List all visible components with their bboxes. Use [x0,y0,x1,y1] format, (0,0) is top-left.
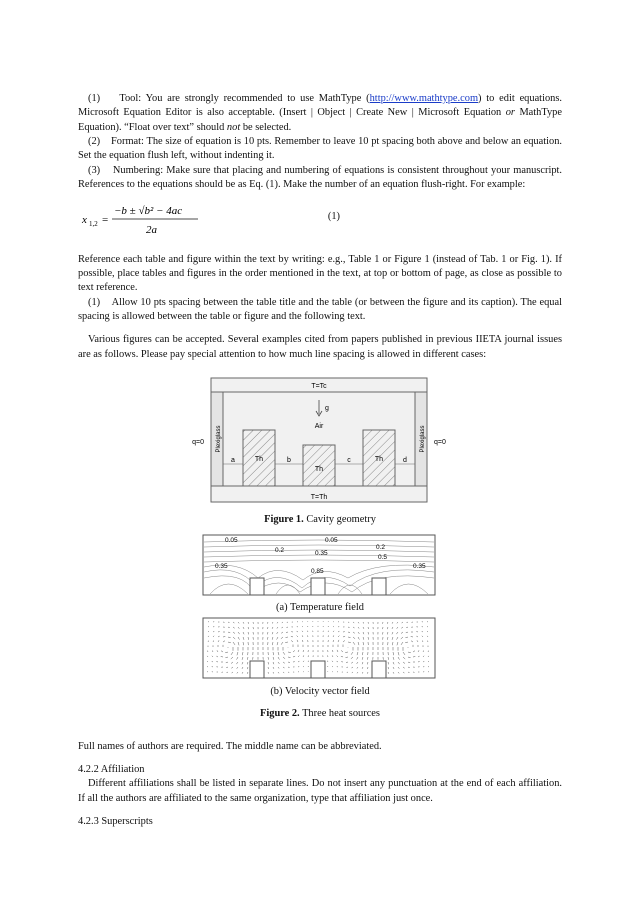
mathtype-link[interactable]: http://www.mathtype.com [369,93,479,104]
isotherm-label: 0.05 [225,536,238,544]
item-text: be selected. [242,121,292,133]
heat-source-1-label: Th [254,456,264,464]
right-boundary-label: q=0 [434,439,446,447]
velocity-source-3 [372,661,386,678]
figure-2a-caption: (a) Temperature field [276,602,364,614]
item-text: MathType Equation). “Float over text” should [78,107,562,133]
item-spacing [78,296,562,325]
heat-source-2-label: Th [314,466,324,474]
item-number: (1) [88,93,101,104]
velocity-vector-plot [78,617,562,679]
isotherm-label: 0.85 [311,567,324,575]
velocity-source-2 [311,661,325,678]
paragraph-authors: Full names of authors are required. The middle name can be abbreviated. [78,740,382,752]
equation-denominator: 2a [146,223,157,236]
item-number: (1) [88,296,101,308]
left-boundary-label: q=0 [192,439,204,447]
equation-lhs: x [82,213,87,226]
cavity-geometry-diagram [78,376,562,504]
equation-number: (1) [327,210,340,222]
temperature-source-1 [250,578,264,595]
gravity-label: g [325,405,329,413]
isotherm-label: 0.35 [215,562,228,570]
heat-source-3-label: Th [374,456,384,464]
paragraph-figures: Various figures can be accepted. Several examples cited from papers published in previous IIETA journal issues are as follows. Please pay special attention to how much line spacing is allowed in different cases: [78,334,562,360]
item-format [78,135,562,164]
gap-a-label: a [231,457,235,465]
bottom-temperature-label: T=Th [310,494,328,502]
isotherm-label: 0.05 [325,536,338,544]
temperature-field-plot [78,534,562,596]
item-text: Tool: You are strongly recommended to use MathType ( [119,93,370,104]
equation-block [78,201,562,241]
item-tool [78,92,562,135]
item-text: ) to edit equations. Microsoft Equation Editor is also acceptable. (Insert | Object | Create New | Microsoft Equation [78,93,562,119]
item-text: Allow 10 pts spacing between the table title and the table (or between the figure and its caption). The equal spacing is allowed between the table or figure and the following text. [78,296,562,322]
isotherm-label: 0.5 [378,553,388,561]
section-heading-affiliation: 4.2.2 Affiliation [78,763,145,775]
gap-d-label: d [403,457,407,465]
equation-formula [78,201,238,241]
left-wall-label: Plexiglass [216,425,222,453]
isotherm-label: 0.35 [315,549,328,557]
figure-2b-caption: (b) Velocity vector field [270,685,370,697]
gap-b-label: b [287,457,291,465]
figure-1-caption [78,513,562,527]
figure-1-caption-text: Cavity geometry [306,514,376,526]
item-text: Format: The size of equation is 10 pts. Remember to leave 10 pt spacing both above and below an equation. Set the equation flush left, without indenting it. [78,136,562,162]
figure-1 [78,376,562,528]
air-label: Air [314,423,324,431]
isotherm-label: 0.35 [413,562,426,570]
item-number: (2) [88,136,101,148]
figure-1-label: Figure 1. [264,514,304,526]
item-numbering [78,164,562,193]
section-heading-superscripts: 4.2.3 Superscripts [78,815,153,827]
equation-lhs-sub: 1,2 [89,219,98,228]
paragraph-reference: Reference each table and figure within the text by writing: e.g., Table 1 or Figure 1 (instead of Tab. 1 or Fig. 1). If possible, place tables and figures in the order mentioned in the text, at top or bottom of page, as close as possible to text reference. [78,253,562,294]
figure-2 [78,534,562,722]
figure-2-caption [78,707,562,721]
velocity-source-1 [250,661,264,678]
isotherm-label: 0.2 [376,543,386,551]
gap-c-label: c [347,457,351,465]
temperature-source-2 [311,578,325,595]
paragraph-affiliation: Different affiliations shall be listed in separate lines. Do not insert any punctuation at the end of each affiliation. If all the authors are affiliated to the same organization, type that affiliation just once. [78,778,562,804]
top-temperature-label: T=Tc [311,383,327,391]
page-body [78,92,562,829]
figure-2-label: Figure 2. [260,708,300,720]
figure-2-caption-text: Three heat sources [302,708,380,720]
item-text: Numbering: Make sure that placing and numbering of equations is consistent throughout your manuscript. References to the equations should be as Eq. (1). Make the number of an equation flush-right. For example: [78,164,563,191]
item-number: (3) [88,164,101,176]
equation-equals: = [102,213,109,226]
right-wall-label: Plexiglass [420,425,426,453]
isotherm-label: 0.2 [275,546,285,554]
item-text-italic: or [505,107,515,119]
temperature-source-3 [372,578,386,595]
item-text-italic: not [226,121,241,133]
equation-numerator: −b ± √b² − 4ac [114,204,183,217]
